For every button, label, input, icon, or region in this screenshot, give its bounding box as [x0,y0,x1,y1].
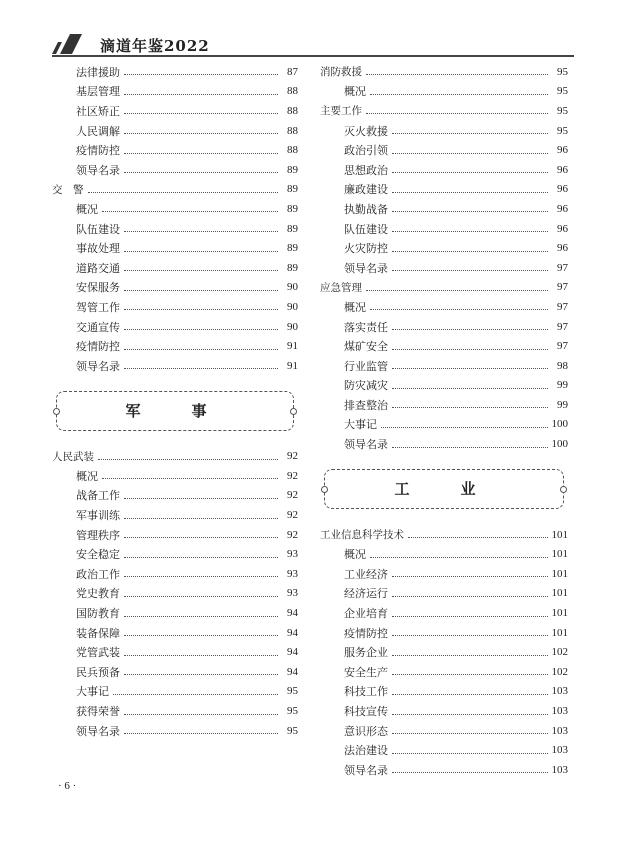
dot-leader [392,635,548,636]
entry-title: 意识形态 [344,724,388,738]
dot-leader [381,427,548,428]
toc-entry[interactable] [52,525,298,545]
dot-leader [124,557,278,558]
entry-page-number: 100 [551,438,568,451]
entry-page-number: 103 [551,744,568,757]
dot-leader [124,290,278,291]
entry-page-number: 92 [287,489,298,502]
entry-page-number: 89 [287,222,298,235]
dot-leader [392,172,548,173]
dot-leader [102,478,278,479]
entry-title: 煤矿安全 [344,340,388,354]
entry-page-number: 89 [287,202,298,215]
toc-entry[interactable] [320,721,568,741]
dot-leader [102,211,278,212]
entry-page-number: 101 [551,567,568,580]
entry-page-number: 99 [557,398,568,411]
entry-page-number: 88 [287,85,298,98]
toc-main-entry[interactable] [320,62,568,82]
entry-page-number: 103 [551,705,568,718]
toc-entry[interactable] [52,544,298,564]
entry-title: 战备工作 [76,489,120,503]
entry-page-number: 92 [287,450,298,463]
entry-page-number: 103 [551,724,568,737]
dot-leader [124,113,278,114]
entry-title: 人民武装 [52,450,94,463]
toc-entry[interactable] [320,603,568,623]
entry-title: 党管武装 [76,646,120,660]
entry-page-number: 96 [557,163,568,176]
entry-title: 安全生产 [344,665,388,679]
entry-title: 灭火救援 [344,124,388,138]
dot-leader [124,674,278,675]
entry-page-number: 102 [551,646,568,659]
toc-entry[interactable] [320,219,568,239]
entry-page-number: 89 [287,183,298,196]
toc-entry[interactable] [52,505,298,525]
dot-leader [124,635,278,636]
entry-page-number: 89 [287,242,298,255]
dot-leader [124,329,278,330]
entry-title: 服务企业 [344,646,388,660]
entry-title: 政治工作 [76,567,120,581]
entry-title: 领导名录 [344,261,388,275]
entry-page-number: 95 [287,705,298,718]
entry-page-number: 101 [551,626,568,639]
entry-page-number: 99 [557,379,568,392]
dot-leader [370,94,548,95]
dot-leader [392,368,548,369]
toc-entry[interactable] [320,662,568,682]
entry-page-number: 94 [287,646,298,659]
dot-leader [392,388,548,389]
entry-title: 落实责任 [344,320,388,334]
entry-page-number: 91 [287,359,298,372]
entry-page-number: 88 [287,144,298,157]
entry-title: 概况 [344,300,366,314]
entry-page-number: 89 [287,163,298,176]
section-heading: 工 业 [324,469,564,509]
toc-entry[interactable] [320,297,568,317]
dot-leader [392,714,548,715]
toc-entry[interactable] [52,258,298,278]
almanac-title: 滴道年鉴2022 [100,37,210,55]
dot-leader [124,368,278,369]
dot-leader [124,714,278,715]
entry-page-number: 101 [551,607,568,620]
entry-page-number: 95 [287,724,298,737]
entry-page-number: 93 [287,587,298,600]
entry-title: 疫情防控 [76,144,120,158]
entry-page-number: 88 [287,104,298,117]
entry-title: 行业监管 [344,359,388,373]
toc-left-column [52,62,298,740]
entry-title: 防灾减灾 [344,379,388,393]
entry-title: 法律援助 [76,65,120,79]
dot-leader [370,557,548,558]
entry-title: 政治引领 [344,144,388,158]
toc-entry[interactable] [320,376,568,396]
entry-title: 安保服务 [76,281,120,295]
dot-leader [392,576,548,577]
entry-title: 党史教育 [76,587,120,601]
toc-entry[interactable] [320,160,568,180]
toc-entry[interactable] [320,623,568,643]
entry-title: 疫情防控 [76,340,120,354]
entry-title: 火灾防控 [344,242,388,256]
dot-leader [124,251,278,252]
toc-entry[interactable] [52,199,298,219]
dot-leader [392,153,548,154]
entry-title: 领导名录 [344,438,388,452]
entry-page-number: 96 [557,144,568,157]
dot-leader [392,270,548,271]
toc-main-entry[interactable] [320,525,568,545]
page-header [52,34,574,56]
toc-entry[interactable] [52,121,298,141]
dot-leader [392,447,548,448]
dot-leader [392,694,548,695]
dot-leader [124,349,278,350]
dot-leader [124,231,278,232]
dot-leader [124,74,278,75]
entry-page-number: 91 [287,340,298,353]
toc-entry[interactable] [320,395,568,415]
dot-leader [408,537,548,538]
entry-page-number: 95 [557,104,568,117]
toc-entry[interactable] [52,584,298,604]
toc-entry[interactable] [320,701,568,721]
dot-leader [124,309,278,310]
toc-entry[interactable] [320,544,568,564]
entry-title: 队伍建设 [344,222,388,236]
toc-entry[interactable] [52,82,298,102]
entry-title: 道路交通 [76,261,120,275]
toc-entry[interactable] [52,466,298,486]
entry-page-number: 97 [557,281,568,294]
entry-title: 装备保障 [76,626,120,640]
entry-page-number: 90 [287,300,298,313]
entry-page-number: 93 [287,567,298,580]
entry-page-number: 97 [557,320,568,333]
dot-leader [392,616,548,617]
toc-entry[interactable] [320,415,568,435]
entry-title: 经济运行 [344,587,388,601]
entry-page-number: 94 [287,665,298,678]
entry-page-number: 95 [557,85,568,98]
entry-page-number: 92 [287,509,298,522]
entry-page-number: 102 [551,665,568,678]
dot-leader [392,192,548,193]
toc-entry[interactable] [320,121,568,141]
toc-entry[interactable] [52,486,298,506]
dot-leader [392,772,548,773]
entry-title: 交 警 [52,183,84,196]
dot-leader [366,290,548,291]
toc-entry[interactable] [52,603,298,623]
entry-title: 领导名录 [76,359,120,373]
entry-page-number: 92 [287,469,298,482]
entry-page-number: 101 [551,548,568,561]
toc-entry[interactable] [52,336,298,356]
toc-entry[interactable] [320,564,568,584]
entry-page-number: 88 [287,124,298,137]
entry-title: 领导名录 [76,724,120,738]
toc-entry[interactable] [320,140,568,160]
toc-main-entry[interactable] [52,447,298,467]
entry-page-number: 97 [557,300,568,313]
entry-title: 概况 [344,85,366,99]
entry-title: 社区矫正 [76,104,120,118]
dot-leader [124,172,278,173]
section-heading-wrapper [52,376,298,447]
entry-title: 工业经济 [344,567,388,581]
toc-entry[interactable] [320,740,568,760]
entry-title: 工业信息科学技术 [320,529,404,542]
toc-entry[interactable] [320,82,568,102]
dot-leader [392,596,548,597]
toc-entry[interactable] [52,140,298,160]
toc-entry[interactable] [52,101,298,121]
entry-page-number: 94 [287,626,298,639]
toc-entry[interactable] [320,760,568,780]
entry-page-number: 101 [551,528,568,541]
entry-page-number: 100 [551,418,568,431]
toc-entry[interactable] [320,180,568,200]
dot-leader [392,211,548,212]
entry-page-number: 89 [287,261,298,274]
entry-title: 概况 [344,548,366,562]
dot-leader [88,192,279,193]
dot-leader [124,133,278,134]
toc-entry[interactable] [320,258,568,278]
entry-page-number: 97 [557,340,568,353]
dot-leader [124,94,278,95]
entry-title: 安全稳定 [76,548,120,562]
entry-title: 科技宣传 [344,705,388,719]
toc-entry[interactable] [52,662,298,682]
entry-title: 思想政治 [344,163,388,177]
toc-main-entry[interactable] [320,278,568,298]
dot-leader [124,616,278,617]
entry-title: 疫情防控 [344,626,388,640]
dot-leader [124,576,278,577]
entry-page-number: 101 [551,587,568,600]
entry-title: 廉政建设 [344,183,388,197]
dot-leader [392,733,548,734]
entry-page-number: 95 [287,685,298,698]
toc-entry[interactable] [52,564,298,584]
dot-leader [392,329,548,330]
dot-leader [124,733,278,734]
toc-entry[interactable] [52,278,298,298]
entry-title: 领导名录 [344,763,388,777]
toc-main-entry[interactable] [52,180,298,200]
section-heading-wrapper [320,454,568,525]
dot-leader [124,596,278,597]
toc-entry[interactable] [52,297,298,317]
toc-entry[interactable] [320,642,568,662]
almanac-logo-icon [52,34,92,54]
toc-entry[interactable] [52,701,298,721]
entry-page-number: 94 [287,607,298,620]
toc-entry[interactable] [320,584,568,604]
dot-leader [392,674,548,675]
entry-page-number: 95 [557,124,568,137]
toc-entry[interactable] [52,721,298,741]
entry-title: 人民调解 [76,124,120,138]
toc-entry[interactable] [320,356,568,376]
dot-leader [392,753,548,754]
entry-title: 领导名录 [76,163,120,177]
toc-entry[interactable] [52,219,298,239]
entry-title: 消防救援 [320,66,362,79]
entry-title: 大事记 [76,685,109,699]
entry-title: 大事记 [344,418,377,432]
entry-page-number: 87 [287,65,298,78]
dot-leader [124,153,278,154]
entry-page-number: 90 [287,281,298,294]
entry-title: 排查整治 [344,398,388,412]
entry-title: 主要工作 [320,105,362,118]
dot-leader [98,459,278,460]
entry-page-number: 96 [557,183,568,196]
entry-title: 法治建设 [344,744,388,758]
entry-page-number: 96 [557,222,568,235]
dot-leader [392,231,548,232]
entry-title: 企业培育 [344,607,388,621]
entry-title: 概况 [76,469,98,483]
entry-page-number: 98 [557,359,568,372]
dot-leader [124,270,278,271]
dot-leader [392,655,548,656]
entry-page-number: 103 [551,685,568,698]
toc-entry[interactable] [320,317,568,337]
entry-title: 军事训练 [76,509,120,523]
entry-page-number: 93 [287,548,298,561]
entry-title: 基层管理 [76,85,120,99]
toc-entry[interactable] [320,238,568,258]
toc-entry[interactable] [52,160,298,180]
entry-page-number: 90 [287,320,298,333]
entry-title: 概况 [76,202,98,216]
toc-entry[interactable] [52,238,298,258]
entry-title: 科技工作 [344,685,388,699]
toc-entry[interactable] [52,62,298,82]
toc-entry[interactable] [320,434,568,454]
entry-page-number: 103 [551,763,568,776]
entry-title: 队伍建设 [76,222,120,236]
entry-title: 国防教育 [76,607,120,621]
entry-page-number: 95 [557,65,568,78]
entry-page-number: 96 [557,202,568,215]
toc-right-column [320,62,568,780]
dot-leader [366,74,548,75]
dot-leader [366,113,548,114]
entry-title: 获得荣誉 [76,705,120,719]
dot-leader [124,498,278,499]
entry-title: 驾管工作 [76,300,120,314]
dot-leader [392,349,548,350]
toc-entry[interactable] [52,623,298,643]
page-number: · 6 · [58,780,77,792]
entry-title: 交通宣传 [76,320,120,334]
dot-leader [392,133,548,134]
header-divider [52,55,574,57]
toc-main-entry[interactable] [320,101,568,121]
toc-entry[interactable] [52,356,298,376]
toc-entry[interactable] [52,682,298,702]
toc-entry[interactable] [320,336,568,356]
dot-leader [124,537,278,538]
toc-entry[interactable] [320,199,568,219]
dot-leader [392,251,548,252]
dot-leader [392,407,548,408]
dot-leader [113,694,278,695]
dot-leader [124,518,278,519]
toc-entry[interactable] [52,317,298,337]
section-heading: 军 事 [56,391,294,431]
entry-title: 管理秩序 [76,528,120,542]
entry-title: 应急管理 [320,281,362,294]
dot-leader [124,655,278,656]
toc-entry[interactable] [52,642,298,662]
entry-title: 事故处理 [76,242,120,256]
entry-title: 执勤战备 [344,202,388,216]
entry-page-number: 96 [557,242,568,255]
toc-entry[interactable] [320,682,568,702]
dot-leader [370,309,548,310]
entry-title: 民兵预备 [76,665,120,679]
entry-page-number: 97 [557,261,568,274]
entry-page-number: 92 [287,528,298,541]
